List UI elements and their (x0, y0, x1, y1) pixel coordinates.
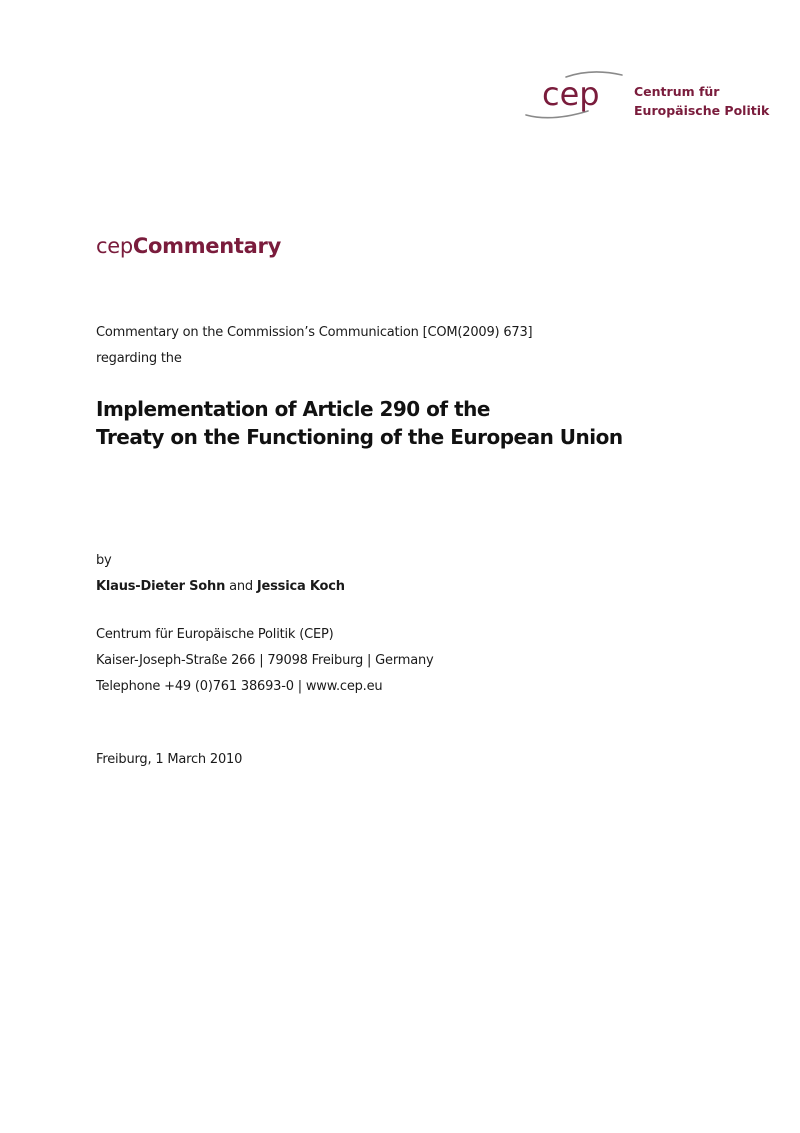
series-prefix: cep (96, 234, 133, 258)
document-title (96, 395, 623, 451)
author-1: Klaus-Dieter Sohn (96, 579, 226, 594)
address-org: Centrum für Europäische Politik (CEP) (96, 627, 334, 642)
logo-name-line1: Centrum für (634, 84, 720, 99)
address-street: Kaiser-Joseph-Straße 266 | 79098 Freiburg | Germany (96, 653, 434, 668)
cep-logo-mark (522, 66, 632, 126)
cep-logo-name (634, 82, 769, 120)
series-name: Commentary (132, 234, 281, 258)
intro-line1: Commentary on the Commission’s Communication [COM(2009) 673] (96, 325, 533, 340)
address-block (96, 622, 434, 700)
authors-block (96, 548, 345, 600)
cep-logo-letters: cep (542, 75, 600, 113)
intro-text (96, 320, 532, 372)
title-line1: Implementation of Article 290 of the (96, 397, 490, 421)
author-conjunction: and (229, 579, 253, 594)
title-line2: Treaty on the Functioning of the European Union (96, 425, 623, 449)
intro-line2: regarding the (96, 351, 182, 366)
by-label: by (96, 553, 112, 568)
cep-logo (522, 66, 772, 126)
author-line (96, 574, 345, 600)
document-date: Freiburg, 1 March 2010 (96, 752, 243, 767)
address-contact: Telephone +49 (0)761 38693-0 | www.cep.eu (96, 679, 383, 694)
logo-name-line2: Europäische Politik (634, 103, 770, 118)
author-2: Jessica Koch (256, 579, 345, 594)
series-heading (96, 231, 281, 261)
